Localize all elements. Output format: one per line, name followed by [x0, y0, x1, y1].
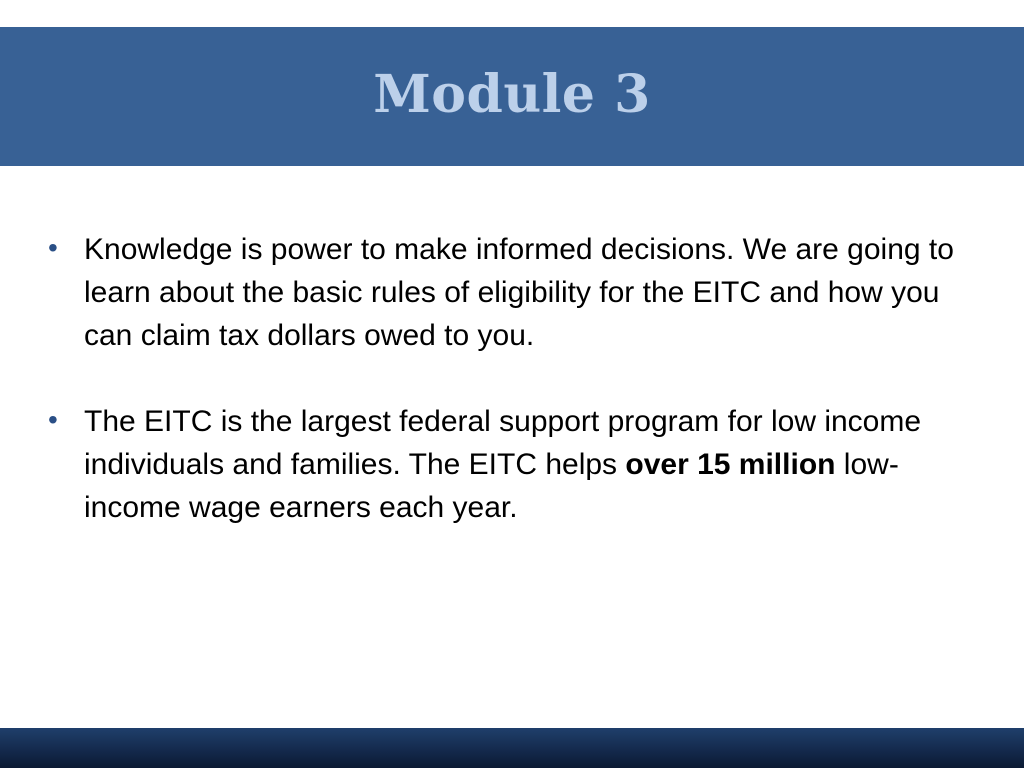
bullet-list: [48, 228, 988, 529]
bullet-1-text: Knowledge is power to make informed decisions. We are going to learn about the basic rules of eligibility for the EITC and how you can claim tax dollars owed to you.: [84, 233, 954, 352]
title-band: [0, 27, 1024, 166]
bullet-marker-icon: •: [48, 404, 58, 435]
bullet-item-1: [48, 228, 988, 357]
bullet-marker-icon: •: [48, 232, 58, 263]
bullet-2-bold-text: over 15 million: [625, 448, 836, 481]
footer-band: [0, 728, 1024, 768]
slide-title: Module 3: [373, 64, 651, 125]
bullet-2-text: The EITC is the largest federal support program for low income individuals and families. The EITC helps: [84, 405, 922, 481]
bullet-item-2: [48, 400, 988, 529]
bullet-2-text-after: low-income wage earners each year.: [84, 448, 899, 524]
